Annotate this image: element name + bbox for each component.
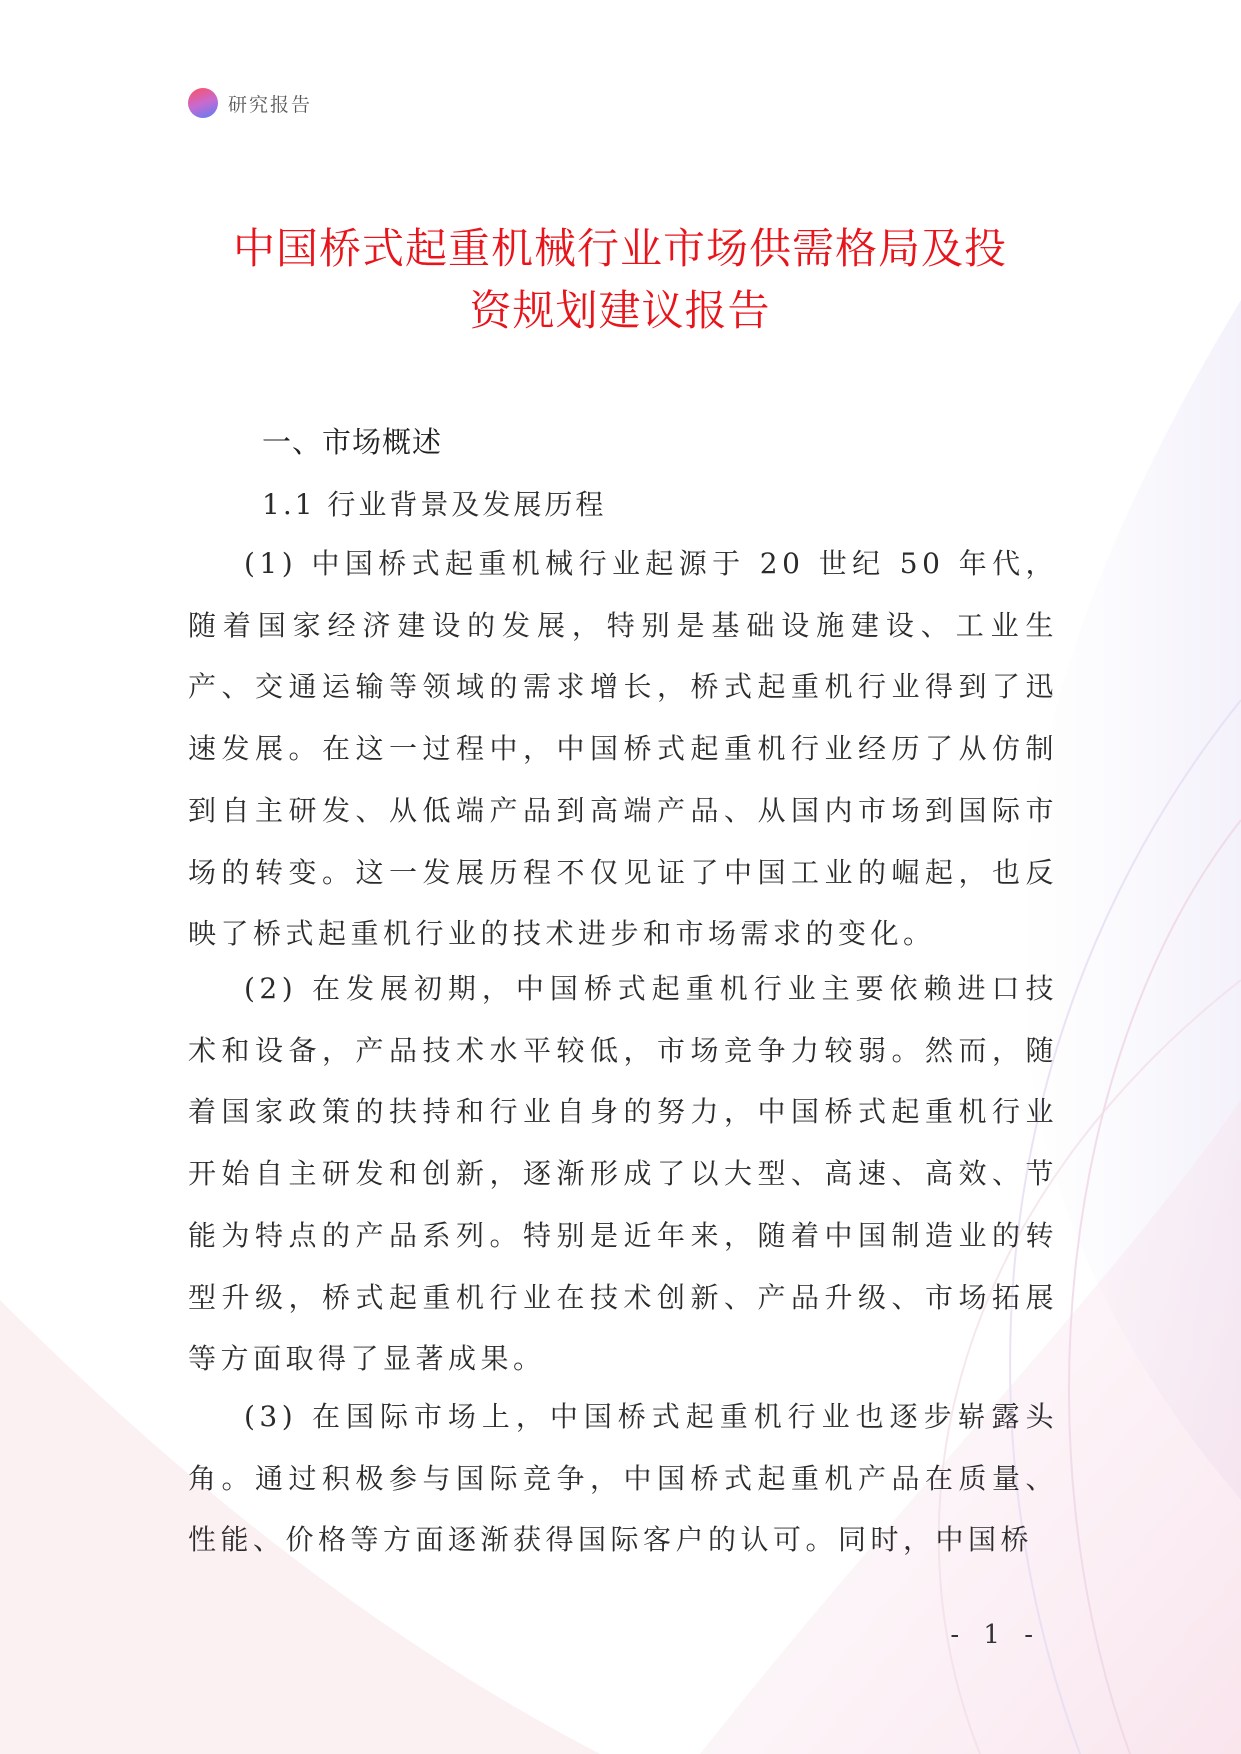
logo-text: 研究报告 — [228, 93, 313, 116]
paragraph-3: (3) 在国际市场上，中国桥式起重机行业也逐步崭露头角。通过积极参与国际竞争，中国桥式起重机产品在质量、性能、价格等方面逐渐获得国际客户的认可。同时，中国桥 — [188, 1400, 1058, 1557]
section-heading: 一、市场概述 — [262, 425, 443, 459]
logo-icon — [188, 88, 218, 118]
sub-heading: 1.1 行业背景及发展历程 — [262, 488, 607, 521]
document-title — [120, 218, 1120, 342]
header-logo — [188, 88, 312, 118]
paragraph-1: (1) 中国桥式起重机械行业起源于 20 世纪 50 年代，随着国家经济建设的发展，特别是基础设施建设、工业生产、交通运输等领域的需求增长，桥式起重机行业得到了迅速发展。在这一过程中，中国桥式起重机行业经历了从仿制到自主研发、从低端产品到高端产品、从国内市场到国际市场的转变。这一发展历程不仅见证了中国工业的崛起，也反映了桥式起重机行业的技术进步和市场需求的变化。 — [188, 547, 1058, 951]
paragraph-2: (2) 在发展初期，中国桥式起重机行业主要依赖进口技术和设备，产品技术水平较低，市场竞争力较弱。然而，随着国家政策的扶持和行业自身的努力，中国桥式起重机行业开始自主研发和创新，逐渐形成了以大型、高速、高效、节能为特点的产品系列。特别是近年来，随着中国制造业的转型升级，桥式起重机行业在技术创新、产品升级、市场拓展等方面取得了显著成果。 — [188, 972, 1058, 1376]
title-line-1: 中国桥式起重机械行业市场供需格局及投 — [232, 224, 1007, 273]
title-line-2: 资规划建议报告 — [469, 286, 771, 335]
page-number: - 1 - — [950, 1620, 1041, 1650]
